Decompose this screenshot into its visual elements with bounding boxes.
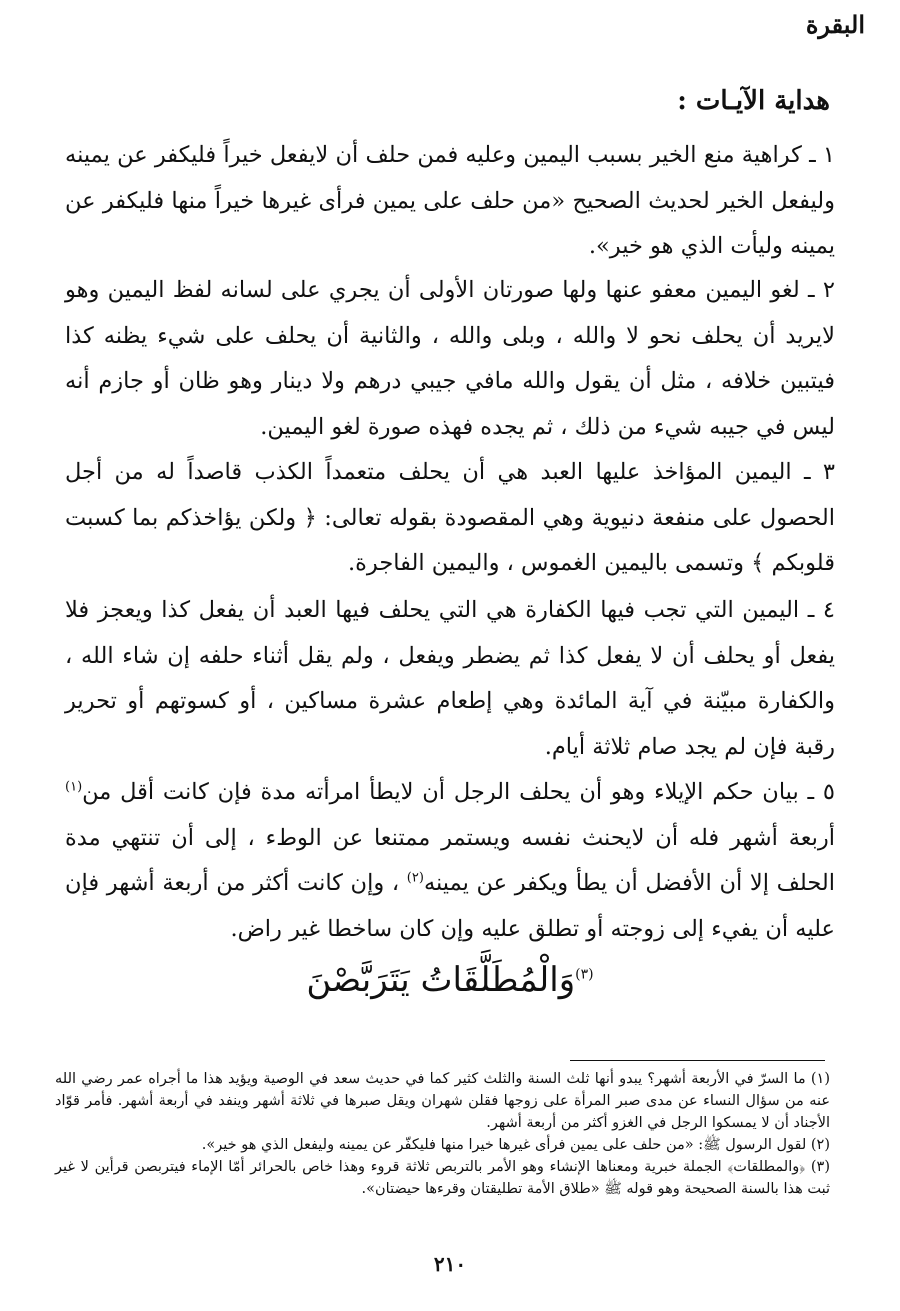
point-text: ، وإن كانت أكثر من أربعة أشهر فإن عليه أن يفيء إلى زوجته أو تطلق عليه وإن كان ساخطا غير راض. [65, 870, 835, 942]
footnote-3: (٣) ﴿والمطلقات﴾ الجملة خبرية ومعناها الإنشاء وهو الأمر بالتربص ثلاثة قروء وهذا خاص بالحرائر أمّا الإماء فيتربصن قرأين لا غير ثبت هذا بالسنة الصحيحة وهو قوله ﷺ «طلاق الأمة تطليقتان وقرءها حيضتان». [55, 1159, 830, 1197]
point-4 [65, 588, 835, 770]
point-number: ٥ ـ [807, 779, 835, 805]
point-2 [65, 268, 835, 450]
page-number: ٢١٠ [433, 1252, 467, 1276]
footnote-marker: (٣) [575, 966, 594, 983]
running-head: البقرة [805, 10, 865, 39]
footnote-marker: (٢) [406, 870, 424, 886]
footnote-divider [570, 1060, 825, 1061]
point-number: ٤ ـ [807, 597, 835, 623]
point-text: اليمين المؤاخذ عليها العبد هي أن يحلف متعمداً الكذب قاصداً له من أجل الحصول على منفعة دنيوية وهي المقصودة بقوله تعالى: ﴿ ولكن يؤاخذكم بما كسبت قلوبكم ﴾ وتسمى باليمين الغموس ، واليمين الفاجرة. [65, 459, 835, 576]
point-number: ١ ـ [809, 142, 835, 168]
point-text: كراهية منع الخير بسبب اليمين وعليه فمن حلف أن لايفعل خيراً فليكفر عن يمينه وليفعل الخير لحديث الصحيح «من حلف على يمين فرأى غيرها خيراً منها فليكفر عن يمينه وليأت الذي هو خير». [65, 142, 835, 259]
footnotes [55, 1068, 830, 1200]
point-text: أربعة أشهر فله أن لايحنث نفسه ويستمر ممتنعا عن الوطء ، إلى أن تنتهي مدة الحلف إلا أن الأفضل أن يطأ ويكفر عن يمينه [65, 824, 836, 896]
verse-heading [0, 960, 900, 1000]
point-number: ٢ ـ [808, 277, 835, 303]
verse-text: وَالْمُطَلَّقَاتُ يَتَرَبَّصْنَ [306, 960, 576, 1000]
point-number: ٣ ـ [803, 459, 836, 485]
footnote-1: (١) ما السرّ في الأربعة أشهر؟ يبدو أنها ثلث السنة والثلث كثير كما في حديث سعد في الوصية ويؤيد هذا ما أجراه عمر رضي الله عنه من سؤال النساء عن مدى صبر المرأة على زوجها فقلن شهران ويقل صبرها في ثلاثة أشهر وينفد في أربعة أشهر. فأمر قوّاد الأجناد أن لا يمسكوا الرجل في الغزو أكثر من أربعة أشهر. [55, 1071, 830, 1131]
point-5 [65, 770, 835, 952]
footnote-marker: (١) [65, 779, 83, 795]
point-3 [65, 450, 835, 587]
footnote-2: (٢) لقول الرسول ﷺ: «من حلف على يمين فرأى غيرها خيرا منها فليكفّر عن يمينه وليفعل الذي هو خير». [201, 1137, 830, 1153]
point-1 [65, 133, 835, 270]
section-title: هداية الآيـات : [677, 86, 830, 116]
point-text: اليمين التي تجب فيها الكفارة هي التي يحلف فيها العبد أن يفعل كذا ويعجز فلا يفعل أو يحلف أن لا يفعل كذا ثم يضطر ويفعل ، ولم يقل أثناء حلفه إن شاء الله ، والكفارة مبيّنة في آية المائدة وهي إطعام عشرة مساكين ، أو كسوتهم أو تحرير رقبة فإن لم يجد صام ثلاثة أيام. [65, 597, 835, 760]
point-text: لغو اليمين معفو عنها ولها صورتان الأولى أن يجري على لسانه لفظ اليمين وهو لايريد أن يحلف نحو لا والله ، وبلى والله ، والثانية أن يحلف على شيء يظنه كذا فيتبين خلافه ، مثل أن يقول والله مافي جيبي درهم ولا دينار وهو ظان أو جازم أنه ليس في جيبه شيء من ذلك ، ثم يجده فهذه صورة لغو اليمين. [65, 277, 835, 440]
point-text: بيان حكم الإيلاء وهو أن يحلف الرجل أن لايطأ امرأته مدة فإن كانت أقل من [82, 779, 799, 805]
